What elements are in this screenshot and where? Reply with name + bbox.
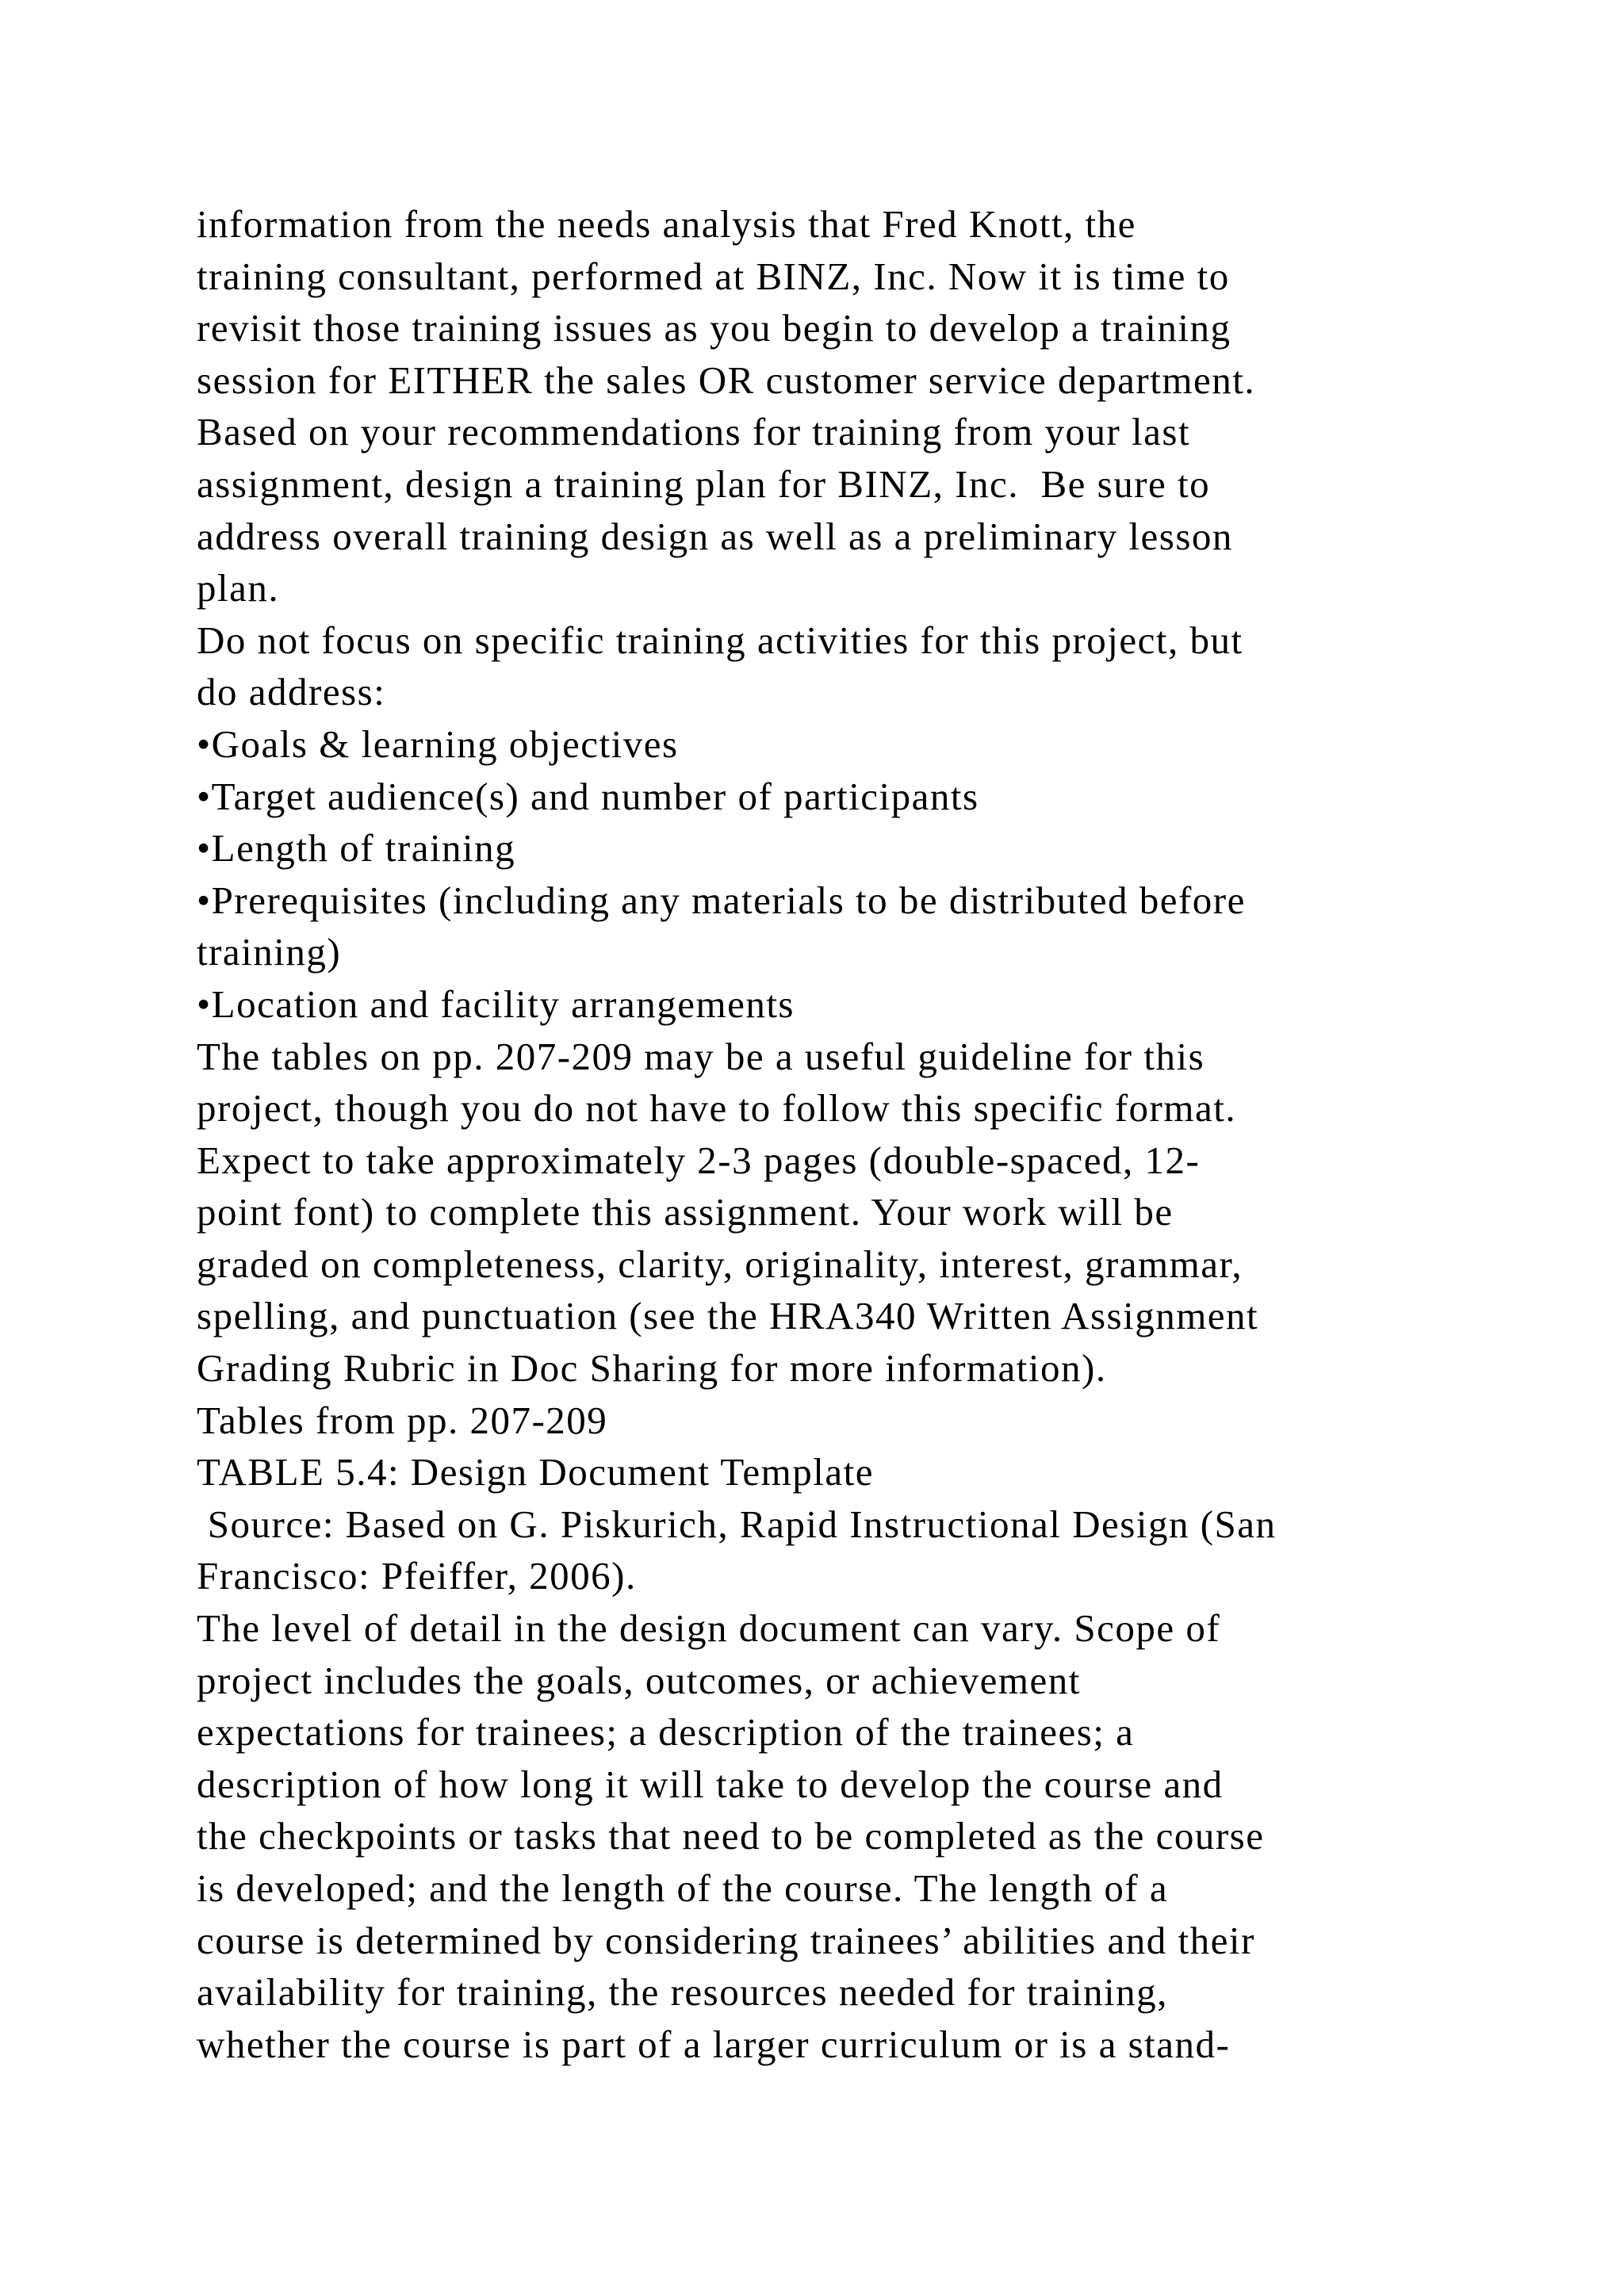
text-line: plan. xyxy=(197,566,280,610)
text-line: availability for training, the resources needed for training, xyxy=(197,1970,1168,2015)
source-line: Francisco: Pfeiffer, 2006). xyxy=(197,1554,637,1598)
text-line: course is determined by considering trainees’ abilities and their xyxy=(197,1918,1255,1962)
table-caption: TABLE 5.4: Design Document Template xyxy=(197,1450,874,1494)
text-line: point font) to complete this assignment. Your work will be xyxy=(197,1190,1174,1234)
text-line: do address: xyxy=(197,670,386,714)
text-line: The level of detail in the design document can vary. Scope of xyxy=(197,1606,1221,1651)
text-line: graded on completeness, clarity, originality, interest, grammar, xyxy=(197,1242,1243,1286)
text-line: training) xyxy=(197,930,342,974)
body-text xyxy=(197,198,1545,2070)
text-line: The tables on pp. 207-209 may be a useful guideline for this xyxy=(197,1034,1205,1078)
bullet-item: •Goals & learning objectives xyxy=(197,721,679,766)
text-line: training consultant, performed at BINZ, Inc. Now it is time to xyxy=(197,254,1230,298)
text-line: assignment, design a training plan for BINZ, Inc. Be sure to xyxy=(197,461,1211,506)
text-line: project, though you do not have to follow this specific format. xyxy=(197,1086,1237,1131)
text-line: session for EITHER the sales OR customer service department. xyxy=(197,358,1256,402)
text-line: address overall training design as well as a preliminary lesson xyxy=(197,514,1233,558)
text-line: Expect to take approximately 2-3 pages (double-spaced, 12- xyxy=(197,1138,1201,1182)
text-line: the checkpoints or tasks that need to be completed as the course xyxy=(197,1814,1265,1858)
text-line: whether the course is part of a larger curriculum or is a stand- xyxy=(197,2022,1231,2066)
text-line: revisit those training issues as you begin to develop a training xyxy=(197,306,1231,350)
text-line: spelling, and punctuation (see the HRA340 Written Assignment xyxy=(197,1294,1259,1338)
text-line: expectations for trainees; a description of the trainees; a xyxy=(197,1710,1135,1755)
text-line: Based on your recommendations for training from your last xyxy=(197,410,1191,454)
bullet-item: •Target audience(s) and number of participants xyxy=(197,774,979,818)
bullet-item: •Length of training xyxy=(197,826,516,871)
text-line: information from the needs analysis that Fred Knott, the xyxy=(197,202,1136,246)
text-line: Do not focus on specific training activities for this project, but xyxy=(197,618,1243,662)
text-line: Grading Rubric in Doc Sharing for more information). xyxy=(197,1346,1107,1391)
text-line: project includes the goals, outcomes, or achievement xyxy=(197,1658,1081,1702)
bullet-item: •Prerequisites (including any materials to be distributed before xyxy=(197,878,1246,922)
text-line: description of how long it will take to develop the course and xyxy=(197,1762,1224,1806)
text-line: is developed; and the length of the course. The length of a xyxy=(197,1866,1169,1910)
bullet-item: •Location and facility arrangements xyxy=(197,982,795,1026)
text-line: Tables from pp. 207-209 xyxy=(197,1398,608,1442)
source-line: Source: Based on G. Piskurich, Rapid Instructional Design (San xyxy=(197,1502,1277,1546)
